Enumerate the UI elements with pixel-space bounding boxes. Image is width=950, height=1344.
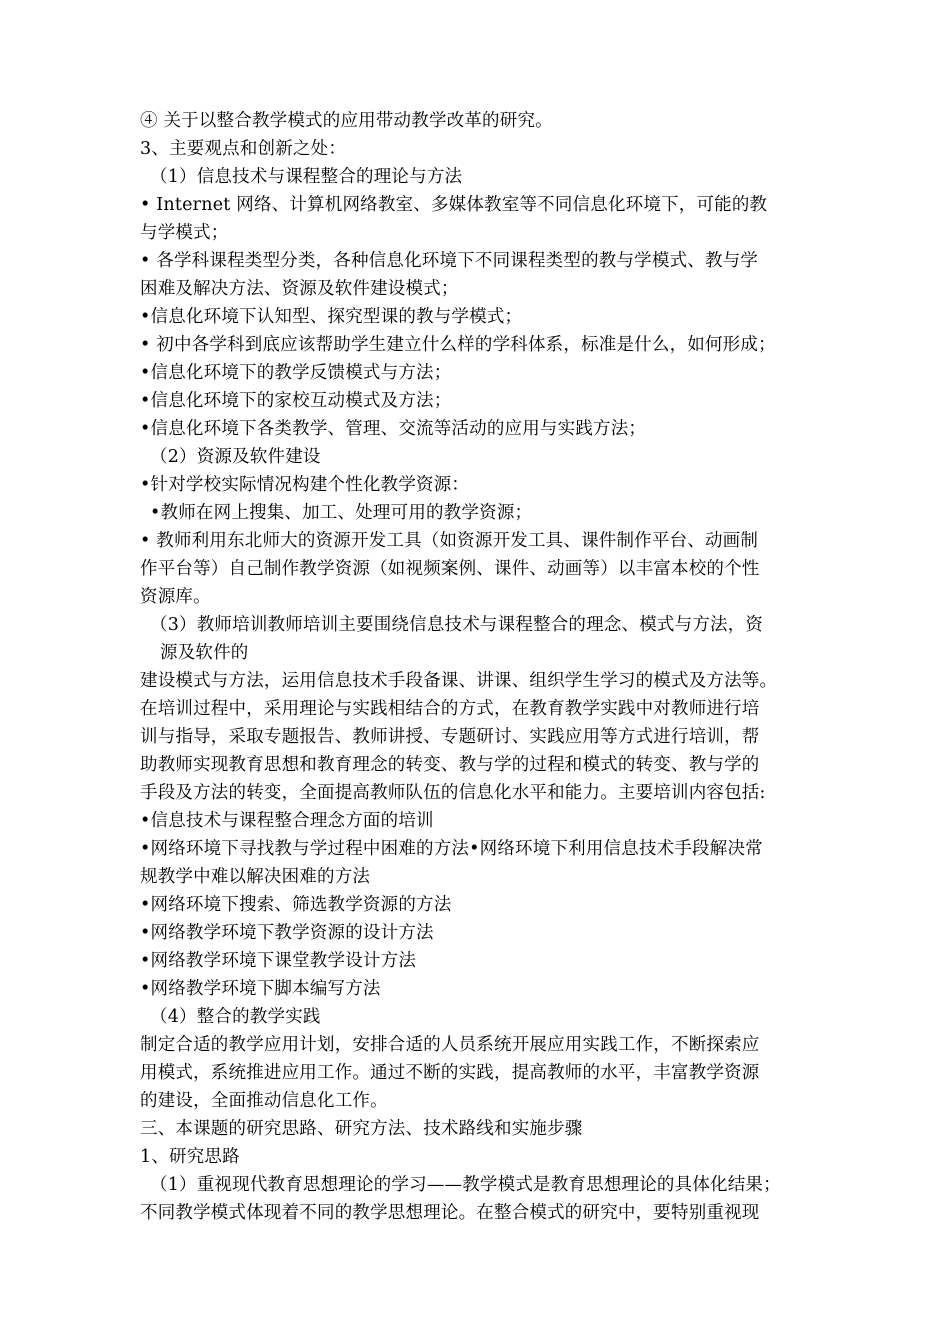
text-line: 困难及解决方法、资源及软件建设模式； [140, 279, 459, 299]
text-line: 资源库。 [140, 587, 211, 607]
text-line: 作平台等）自己制作教学资源（如视频案例、课件、动画等）以丰富本校的个性 [140, 559, 760, 579]
text-line: 在培训过程中，采用理论与实践相结合的方式，在教育教学实践中对教师进行培 [140, 699, 760, 719]
subsection-heading: 1、研究思路 [140, 1147, 240, 1167]
list-item: • 各学科课程类型分类，各种信息化环境下不同课程类型的教与学模式、教与学 [140, 251, 759, 271]
text-line: 用模式，系统推进应用工作。通过不断的实践，提高教师的水平，丰富教学资源 [140, 1063, 760, 1083]
text-line: 与学模式； [140, 223, 229, 243]
text-line: （1）重视现代教育思想理论的学习——教学模式是教育思想理论的具体化结果； [150, 1175, 781, 1195]
list-item: •网络教学环境下课堂教学设计方法 [140, 951, 417, 971]
list-item: •教师在网上搜集、加工、处理可用的教学资源； [150, 503, 533, 523]
chapter-heading: 三、本课题的研究思路、研究方法、技术路线和实施步骤 [140, 1119, 583, 1139]
text-line: 不同教学模式体现着不同的教学思想理论。在整合模式的研究中，要特别重视现 [140, 1203, 760, 1223]
section-heading: （2）资源及软件建设 [150, 447, 321, 467]
list-item: •网络环境下寻找教与学过程中困难的方法•网络环境下利用信息技术手段解决常 [140, 839, 763, 859]
text-line: 手段及方法的转变，全面提高教师队伍的信息化水平和能力。主要培训内容包括: [140, 783, 766, 803]
text-line: 训与指导，采取专题报告、教师讲授、专题研讨、实践应用等方式进行培训，帮 [140, 727, 760, 747]
text-line: 规教学中难以解决困难的方法 [140, 867, 371, 887]
list-item: •信息化环境下的教学反馈模式与方法； [140, 363, 452, 383]
list-item: •网络教学环境下脚本编写方法 [140, 979, 381, 999]
list-item: •信息化环境下各类教学、管理、交流等活动的应用与实践方法； [140, 419, 647, 439]
text-line: 助教师实现教育思想和教育理念的转变、教与学的过程和模式的转变、教与学的 [140, 755, 760, 775]
text-line: 源及软件的 [160, 643, 249, 663]
list-item: •信息化环境下的家校互动模式及方法； [140, 391, 452, 411]
section-heading: （4）整合的教学实践 [150, 1007, 321, 1027]
list-item: •网络环境下搜索、筛选教学资源的方法 [140, 895, 452, 915]
list-item: •针对学校实际情况构建个性化教学资源： [140, 475, 470, 495]
list-item: •信息化环境下认知型、探究型课的教与学模式； [140, 307, 523, 327]
list-item: • 教师利用东北师大的资源开发工具（如资源开发工具、课件制作平台、动画制 [140, 531, 759, 551]
list-item: • Internet 网络、计算机网络教室、多媒体教室等不同信息化环境下，可能的教 [140, 195, 768, 215]
list-item: •信息技术与课程整合理念方面的培训 [140, 811, 434, 831]
text-line: 3、主要观点和创新之处： [140, 139, 347, 159]
text-line: 制定合适的教学应用计划，安排合适的人员系统开展应用实践工作，不断探索应 [140, 1035, 760, 1055]
list-item: • 初中各学科到底应该帮助学生建立什么样的学科体系，标准是什么，如何形成； [140, 335, 776, 355]
text-line: ④ 关于以整合教学模式的应用带动教学改革的研究。 [140, 111, 553, 131]
list-item: •网络教学环境下教学资源的设计方法 [140, 923, 434, 943]
section-heading: （3）教师培训教师培训主要围绕信息技术与课程整合的理念、模式与方法，资 [150, 615, 764, 635]
text-line: 的建设，全面推动信息化工作。 [140, 1091, 388, 1111]
text-line: 建设模式与方法，运用信息技术手段备课、讲课、组织学生学习的模式及方法等。 [140, 671, 778, 691]
section-heading: （1）信息技术与课程整合的理论与方法 [150, 167, 463, 187]
